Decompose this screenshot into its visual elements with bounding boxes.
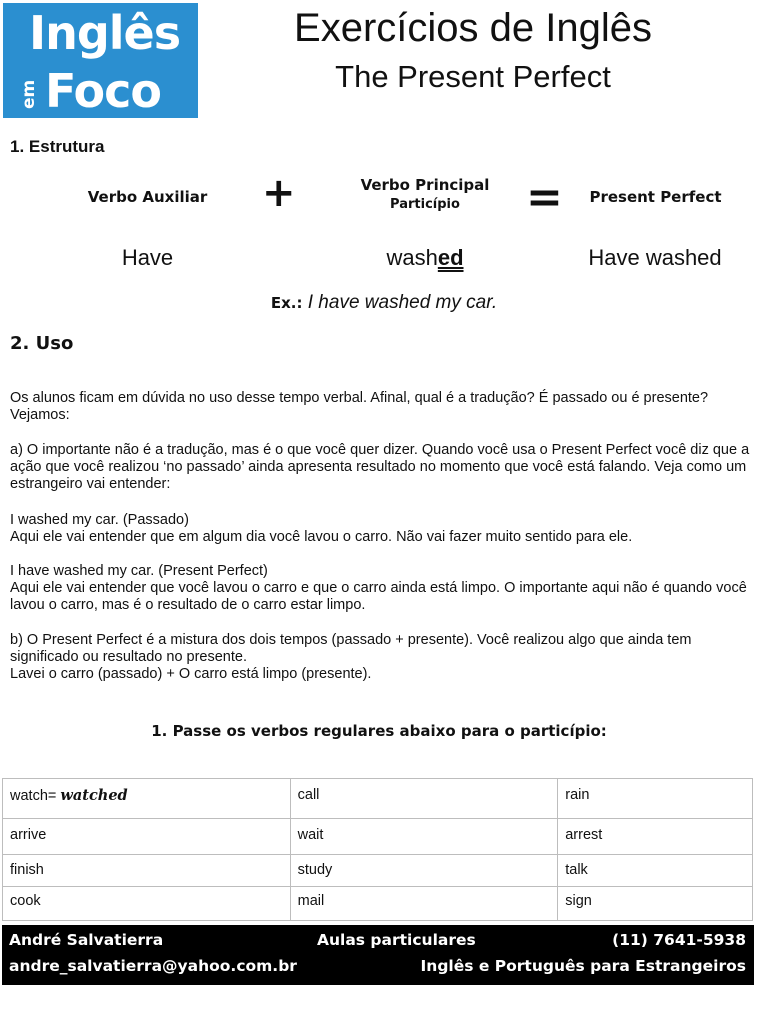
usage-paragraph-a: a) O importante não é a tradução, mas é o que você quer dizer. Quando você usa o Present Perfect você diz que a ação que você realizou ‘no passado’ ainda apresenta resultado no momento que você está falando. Veja como um estrangeiro vai entender: bbox=[10, 442, 750, 492]
phone-number: (11) 7641-5938 bbox=[612, 931, 746, 949]
main-verb-label-text: Verbo Principal bbox=[360, 176, 490, 194]
auxiliary-word: Have bbox=[121, 245, 174, 270]
plus-sign: + bbox=[262, 170, 296, 216]
table-row bbox=[3, 887, 753, 921]
usage-paragraph-intro: Os alunos ficam em dúvida no uso desse tempo verbal. Afinal, qual é a tradução? É passado ou é presente? Vejamos: bbox=[10, 390, 709, 423]
main-verb-label bbox=[345, 175, 505, 215]
mixture-example: Lavei o carro (passado) + O carro está limpo (presente). bbox=[10, 666, 372, 682]
table-cell: arrest bbox=[558, 819, 753, 855]
table-cell: call bbox=[290, 779, 558, 819]
table-row bbox=[3, 819, 753, 855]
example-text: I have washed my car. bbox=[307, 292, 498, 313]
table-cell bbox=[3, 779, 291, 819]
logo bbox=[3, 3, 198, 118]
table-row bbox=[3, 855, 753, 887]
participle-word bbox=[345, 245, 505, 271]
equals-sign: = bbox=[526, 172, 563, 223]
example-label: Ex.: bbox=[270, 294, 303, 312]
table-cell: talk bbox=[558, 855, 753, 887]
table-cell: wait bbox=[290, 819, 558, 855]
table-cell: arrive bbox=[3, 819, 291, 855]
verbs-table bbox=[2, 778, 753, 921]
exercise-title: 1. Passe os verbos regulares abaixo para o particípio: bbox=[151, 722, 607, 740]
participle-label: Particípio bbox=[390, 197, 460, 212]
past-example: I washed my car. (Passado) bbox=[10, 512, 189, 528]
result-word: Have washed bbox=[588, 245, 722, 270]
usage-paragraph-b bbox=[10, 632, 750, 683]
present-perfect-label: Present Perfect bbox=[589, 188, 722, 206]
logo-word-ingles: Inglês bbox=[29, 6, 181, 60]
footer bbox=[2, 925, 754, 985]
page-subtitle: The Present Perfect bbox=[335, 59, 611, 94]
author-name: André Salvatierra bbox=[9, 931, 164, 949]
present-perfect-example: I have washed my car. (Present Perfect) bbox=[10, 563, 268, 579]
table-cell: mail bbox=[290, 887, 558, 921]
languages-label: Inglês e Português para Estrangeiros bbox=[420, 957, 746, 975]
page-title: Exercícios de Inglês bbox=[294, 6, 652, 50]
table-cell: rain bbox=[558, 779, 753, 819]
verb-stem: wash bbox=[386, 245, 438, 270]
usage-paragraph-past bbox=[10, 512, 750, 546]
usage-paragraph-present-perfect bbox=[10, 563, 750, 614]
section-heading-structure: 1. Estrutura bbox=[10, 137, 105, 156]
example-answer: watched bbox=[60, 787, 128, 804]
verb-suffix: ed bbox=[437, 245, 464, 270]
past-explanation: Aqui ele vai entender que em algum dia você lavou o carro. Não vai fazer muito sentido para ele. bbox=[10, 529, 633, 545]
table-cell: finish bbox=[3, 855, 291, 887]
email-address: andre_salvatierra@yahoo.com.br bbox=[9, 957, 297, 975]
verb-watch: watch= bbox=[10, 788, 57, 804]
logo-word-foco: Foco bbox=[45, 64, 162, 118]
classes-label: Aulas particulares bbox=[317, 931, 476, 949]
example-sentence bbox=[0, 292, 768, 314]
table-cell: study bbox=[290, 855, 558, 887]
present-perfect-explanation: Aqui ele vai entender que você lavou o carro e que o carro ainda está limpo. O importante aqui não é quando você lavou o carro, mas é o resultado de o carro estar limpo. bbox=[10, 580, 747, 613]
table-row bbox=[3, 779, 753, 819]
auxiliary-verb-label: Verbo Auxiliar bbox=[87, 188, 208, 206]
logo-word-em: em bbox=[19, 79, 39, 109]
mixture-explanation: b) O Present Perfect é a mistura dos dois tempos (passado + presente). Você realizou algo que ainda tem significado ou resultado no presente. bbox=[10, 632, 692, 665]
table-cell: sign bbox=[558, 887, 753, 921]
section-heading-usage: 2. Uso bbox=[10, 333, 74, 354]
table-cell: cook bbox=[3, 887, 291, 921]
